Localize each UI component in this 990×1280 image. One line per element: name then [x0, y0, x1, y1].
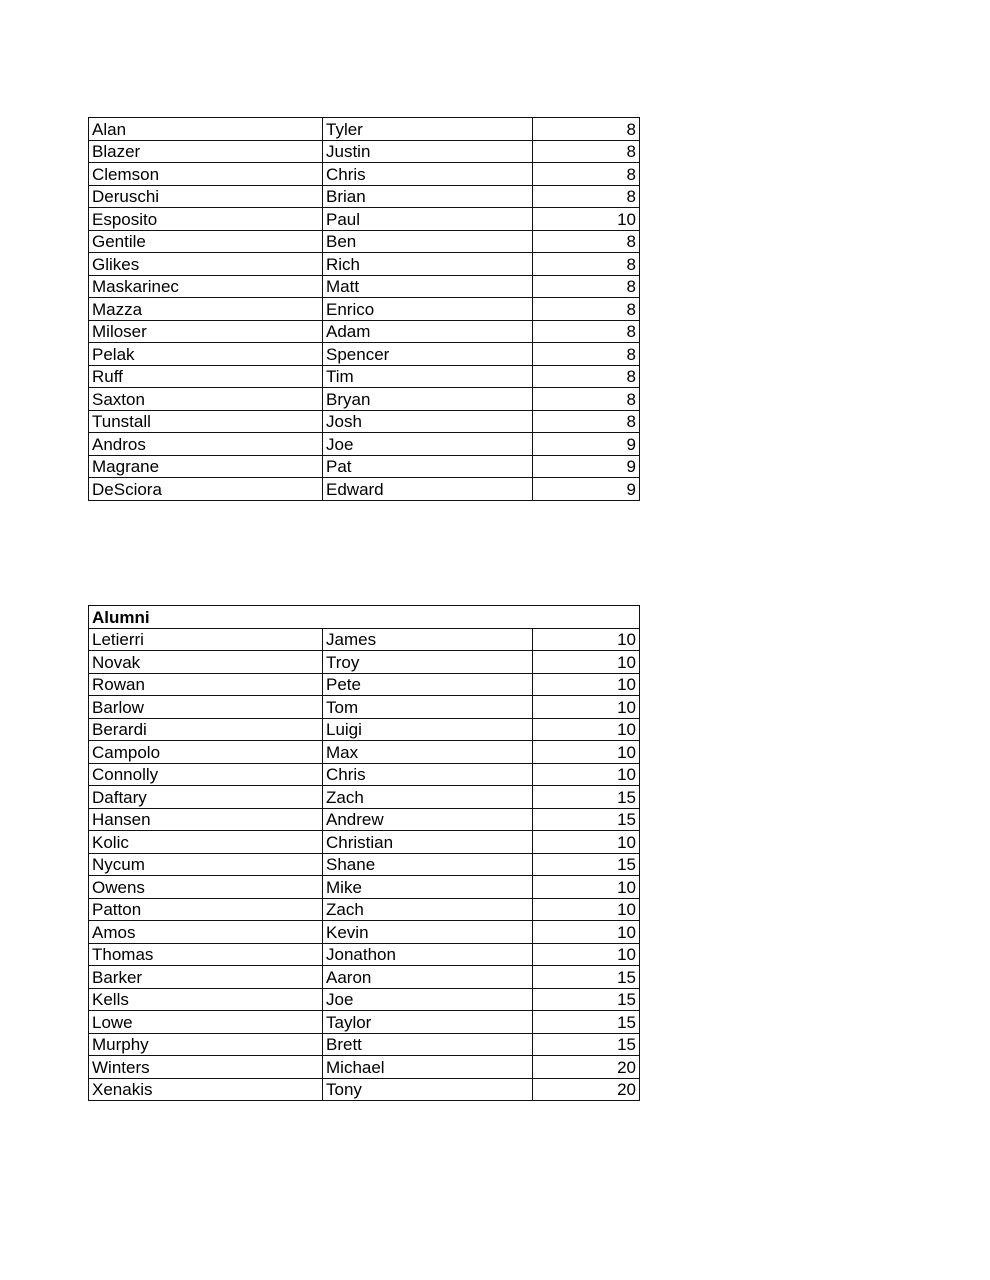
last-name-cell: Esposito — [89, 208, 323, 231]
table-row — [89, 651, 640, 674]
first-name-cell: Tom — [323, 696, 533, 719]
table-row — [89, 786, 640, 809]
last-name-cell: Ruff — [89, 365, 323, 388]
table-row — [89, 898, 640, 921]
last-name-cell: Owens — [89, 876, 323, 899]
table-row — [89, 275, 640, 298]
table-row — [89, 343, 640, 366]
first-name-cell: Aaron — [323, 966, 533, 989]
table-row — [89, 876, 640, 899]
table-row — [89, 718, 640, 741]
value-cell: 15 — [533, 853, 640, 876]
value-cell: 10 — [533, 696, 640, 719]
table-row — [89, 673, 640, 696]
first-name-cell: Christian — [323, 831, 533, 854]
first-name-cell: Pat — [323, 455, 533, 478]
last-name-cell: Connolly — [89, 763, 323, 786]
last-name-cell: Barker — [89, 966, 323, 989]
table-row — [89, 741, 640, 764]
last-name-cell: Saxton — [89, 388, 323, 411]
last-name-cell: Gentile — [89, 230, 323, 253]
first-name-cell: Enrico — [323, 298, 533, 321]
first-name-cell: James — [323, 628, 533, 651]
value-cell: 8 — [533, 298, 640, 321]
last-name-cell: Kells — [89, 988, 323, 1011]
first-name-cell: Chris — [323, 163, 533, 186]
first-name-cell: Brian — [323, 185, 533, 208]
value-cell: 8 — [533, 343, 640, 366]
first-name-cell: Kevin — [323, 921, 533, 944]
first-name-cell: Tim — [323, 365, 533, 388]
last-name-cell: DeSciora — [89, 478, 323, 501]
last-name-cell: Deruschi — [89, 185, 323, 208]
value-cell: 15 — [533, 808, 640, 831]
first-name-cell: Brett — [323, 1033, 533, 1056]
last-name-cell: Murphy — [89, 1033, 323, 1056]
table-row — [89, 696, 640, 719]
table-row — [89, 478, 640, 501]
first-name-cell: Zach — [323, 786, 533, 809]
first-name-cell: Troy — [323, 651, 533, 674]
alumni-header: Alumni — [89, 606, 640, 629]
first-name-cell: Spencer — [323, 343, 533, 366]
value-cell: 8 — [533, 140, 640, 163]
last-name-cell: Patton — [89, 898, 323, 921]
value-cell: 8 — [533, 275, 640, 298]
value-cell: 8 — [533, 410, 640, 433]
last-name-cell: Maskarinec — [89, 275, 323, 298]
first-name-cell: Tyler — [323, 118, 533, 141]
value-cell: 10 — [533, 718, 640, 741]
last-name-cell: Lowe — [89, 1011, 323, 1034]
first-name-cell: Ben — [323, 230, 533, 253]
table-row — [89, 943, 640, 966]
roster-table-body — [89, 118, 640, 501]
value-cell: 9 — [533, 478, 640, 501]
last-name-cell: Rowan — [89, 673, 323, 696]
last-name-cell: Amos — [89, 921, 323, 944]
table-row — [89, 808, 640, 831]
value-cell: 8 — [533, 320, 640, 343]
roster-table — [88, 117, 640, 501]
first-name-cell: Luigi — [323, 718, 533, 741]
last-name-cell: Kolic — [89, 831, 323, 854]
value-cell: 20 — [533, 1056, 640, 1079]
value-cell: 10 — [533, 943, 640, 966]
value-cell: 8 — [533, 185, 640, 208]
table-row — [89, 988, 640, 1011]
last-name-cell: Letierri — [89, 628, 323, 651]
first-name-cell: Andrew — [323, 808, 533, 831]
value-cell: 15 — [533, 988, 640, 1011]
table-row — [89, 921, 640, 944]
table-row — [89, 163, 640, 186]
first-name-cell: Chris — [323, 763, 533, 786]
first-name-cell: Taylor — [323, 1011, 533, 1034]
value-cell: 8 — [533, 253, 640, 276]
table-row — [89, 966, 640, 989]
table-row — [89, 298, 640, 321]
table-row — [89, 853, 640, 876]
first-name-cell: Pete — [323, 673, 533, 696]
value-cell: 10 — [533, 898, 640, 921]
table-row — [89, 455, 640, 478]
table-row — [89, 320, 640, 343]
last-name-cell: Winters — [89, 1056, 323, 1079]
table-row — [89, 1033, 640, 1056]
first-name-cell: Michael — [323, 1056, 533, 1079]
table-row — [89, 118, 640, 141]
first-name-cell: Jonathon — [323, 943, 533, 966]
last-name-cell: Novak — [89, 651, 323, 674]
value-cell: 10 — [533, 651, 640, 674]
value-cell: 15 — [533, 1011, 640, 1034]
first-name-cell: Shane — [323, 853, 533, 876]
value-cell: 15 — [533, 966, 640, 989]
first-name-cell: Edward — [323, 478, 533, 501]
value-cell: 10 — [533, 628, 640, 651]
table-row — [89, 1056, 640, 1079]
last-name-cell: Pelak — [89, 343, 323, 366]
table-row — [89, 628, 640, 651]
first-name-cell: Justin — [323, 140, 533, 163]
value-cell: 10 — [533, 673, 640, 696]
table-row — [89, 140, 640, 163]
table-row — [89, 410, 640, 433]
value-cell: 10 — [533, 763, 640, 786]
last-name-cell: Hansen — [89, 808, 323, 831]
value-cell: 9 — [533, 433, 640, 456]
table-row — [89, 831, 640, 854]
first-name-cell: Paul — [323, 208, 533, 231]
table-row — [89, 253, 640, 276]
last-name-cell: Blazer — [89, 140, 323, 163]
table-row — [89, 388, 640, 411]
table-row — [89, 1011, 640, 1034]
first-name-cell: Zach — [323, 898, 533, 921]
first-name-cell: Joe — [323, 988, 533, 1011]
value-cell: 8 — [533, 163, 640, 186]
alumni-header-row — [89, 606, 640, 629]
value-cell: 8 — [533, 230, 640, 253]
last-name-cell: Andros — [89, 433, 323, 456]
value-cell: 10 — [533, 921, 640, 944]
table-row — [89, 433, 640, 456]
value-cell: 8 — [533, 388, 640, 411]
last-name-cell: Tunstall — [89, 410, 323, 433]
last-name-cell: Barlow — [89, 696, 323, 719]
table-row — [89, 208, 640, 231]
table-row — [89, 1078, 640, 1101]
last-name-cell: Magrane — [89, 455, 323, 478]
last-name-cell: Mazza — [89, 298, 323, 321]
value-cell: 8 — [533, 365, 640, 388]
last-name-cell: Nycum — [89, 853, 323, 876]
value-cell: 15 — [533, 1033, 640, 1056]
first-name-cell: Max — [323, 741, 533, 764]
first-name-cell: Matt — [323, 275, 533, 298]
last-name-cell: Daftary — [89, 786, 323, 809]
last-name-cell: Thomas — [89, 943, 323, 966]
first-name-cell: Bryan — [323, 388, 533, 411]
value-cell: 20 — [533, 1078, 640, 1101]
last-name-cell: Miloser — [89, 320, 323, 343]
first-name-cell: Tony — [323, 1078, 533, 1101]
table-row — [89, 185, 640, 208]
first-name-cell: Rich — [323, 253, 533, 276]
last-name-cell: Alan — [89, 118, 323, 141]
value-cell: 8 — [533, 118, 640, 141]
table-row — [89, 230, 640, 253]
alumni-table — [88, 605, 640, 1101]
last-name-cell: Campolo — [89, 741, 323, 764]
value-cell: 10 — [533, 876, 640, 899]
table-row — [89, 365, 640, 388]
alumni-table-body — [89, 606, 640, 1101]
first-name-cell: Adam — [323, 320, 533, 343]
last-name-cell: Glikes — [89, 253, 323, 276]
first-name-cell: Mike — [323, 876, 533, 899]
last-name-cell: Berardi — [89, 718, 323, 741]
value-cell: 10 — [533, 208, 640, 231]
first-name-cell: Josh — [323, 410, 533, 433]
first-name-cell: Joe — [323, 433, 533, 456]
value-cell: 15 — [533, 786, 640, 809]
last-name-cell: Clemson — [89, 163, 323, 186]
last-name-cell: Xenakis — [89, 1078, 323, 1101]
value-cell: 9 — [533, 455, 640, 478]
table-row — [89, 763, 640, 786]
value-cell: 10 — [533, 741, 640, 764]
value-cell: 10 — [533, 831, 640, 854]
